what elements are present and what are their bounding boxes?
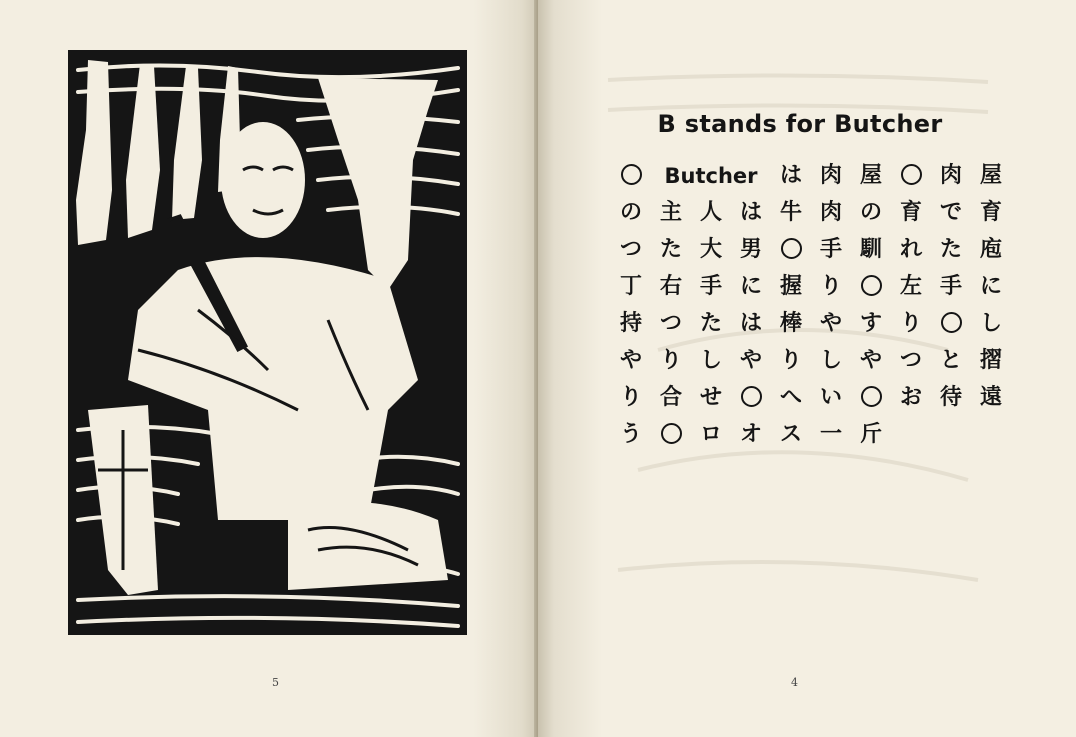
text-char: 待 — [939, 385, 962, 410]
text-char: し — [699, 348, 722, 373]
text-char: 男 — [739, 237, 762, 262]
text-char: 大 — [699, 237, 722, 262]
circle-icon — [861, 275, 882, 296]
text-char: 手 — [699, 274, 722, 299]
text-char: う — [619, 422, 642, 447]
text-char: 手 — [939, 274, 962, 299]
page-number-left: 5 — [272, 676, 279, 689]
text-char: や — [739, 348, 762, 373]
text-char: 斤 — [859, 422, 882, 447]
text-char: と — [939, 348, 962, 373]
page-title: B stands for Butcher — [657, 110, 943, 138]
text-char: や — [819, 311, 842, 336]
text-char: や — [859, 348, 882, 373]
circle-mark — [891, 160, 931, 192]
text-char: に — [979, 274, 1002, 299]
circle-mark — [651, 419, 691, 451]
text-char: つ — [619, 237, 642, 262]
text-char: 人 — [699, 200, 722, 225]
text-char: 摺 — [979, 348, 1002, 373]
text-line — [611, 271, 1011, 303]
text-line — [611, 345, 1011, 377]
circle-mark — [611, 160, 651, 192]
circle-mark — [931, 308, 971, 340]
text-char: い — [819, 385, 842, 410]
text-char: は — [739, 200, 762, 225]
text-char: り — [659, 348, 682, 373]
butcher-woodcut-illustration — [68, 50, 467, 635]
text-word: Butcher — [664, 164, 758, 188]
text-char: ロ — [699, 422, 722, 447]
text-char: せ — [699, 385, 722, 410]
text-char: 一 — [819, 422, 842, 447]
circle-icon — [901, 164, 922, 185]
circle-icon — [661, 423, 682, 444]
text-char: 丁 — [619, 274, 642, 299]
text-char: り — [779, 348, 802, 373]
text-char: た — [699, 311, 722, 336]
circle-icon — [781, 238, 802, 259]
text-char: す — [859, 311, 882, 336]
text-char: 遠 — [979, 385, 1002, 410]
text-line — [611, 234, 1011, 266]
text-char: 屋 — [979, 163, 1002, 188]
text-char: 庖 — [979, 237, 1002, 262]
text-char: し — [819, 348, 842, 373]
text-char: り — [619, 385, 642, 410]
text-char: に — [739, 274, 762, 299]
text-char: や — [619, 348, 642, 373]
circle-mark — [771, 234, 811, 266]
text-char: の — [859, 200, 882, 225]
circle-icon — [741, 386, 762, 407]
text-char: 握 — [779, 274, 802, 299]
text-char: お — [899, 385, 922, 410]
text-char: 主 — [659, 200, 682, 225]
text-char: 馴 — [859, 237, 882, 262]
text-line — [611, 308, 1011, 340]
text-char: 右 — [659, 274, 682, 299]
text-char: へ — [779, 385, 802, 410]
text-char: 合 — [659, 385, 682, 410]
text-line — [611, 197, 1011, 229]
text-char: つ — [659, 311, 682, 336]
circle-mark — [851, 382, 891, 414]
text-char: は — [739, 311, 762, 336]
text-char: た — [659, 237, 682, 262]
text-char: で — [939, 200, 962, 225]
text-char: 持 — [619, 311, 642, 336]
text-char: ス — [779, 422, 802, 447]
text-line — [611, 160, 1011, 192]
text-char: 育 — [899, 200, 922, 225]
circle-mark — [731, 382, 771, 414]
text-char: 育 — [979, 200, 1002, 225]
text-line — [611, 382, 1011, 414]
text-char: り — [899, 311, 922, 336]
text-char: の — [619, 200, 642, 225]
text-char: り — [819, 274, 842, 299]
text-char: 左 — [899, 274, 922, 299]
text-char: 手 — [819, 237, 842, 262]
text-char: 屋 — [859, 163, 882, 188]
text-char: た — [939, 237, 962, 262]
text-line — [611, 419, 891, 451]
text-char: 棒 — [779, 311, 802, 336]
circle-mark — [851, 271, 891, 303]
circle-icon — [861, 386, 882, 407]
text-char: し — [979, 311, 1002, 336]
text-char: つ — [899, 348, 922, 373]
text-char: れ — [899, 237, 922, 262]
text-char: 肉 — [939, 163, 962, 188]
page-number-right: 4 — [791, 676, 798, 689]
text-char: 肉 — [819, 200, 842, 225]
text-char: オ — [739, 422, 762, 447]
circle-icon — [621, 164, 642, 185]
circle-icon — [941, 312, 962, 333]
text-char: 肉 — [819, 163, 842, 188]
text-char: 牛 — [779, 200, 802, 225]
text-char: は — [779, 163, 802, 188]
